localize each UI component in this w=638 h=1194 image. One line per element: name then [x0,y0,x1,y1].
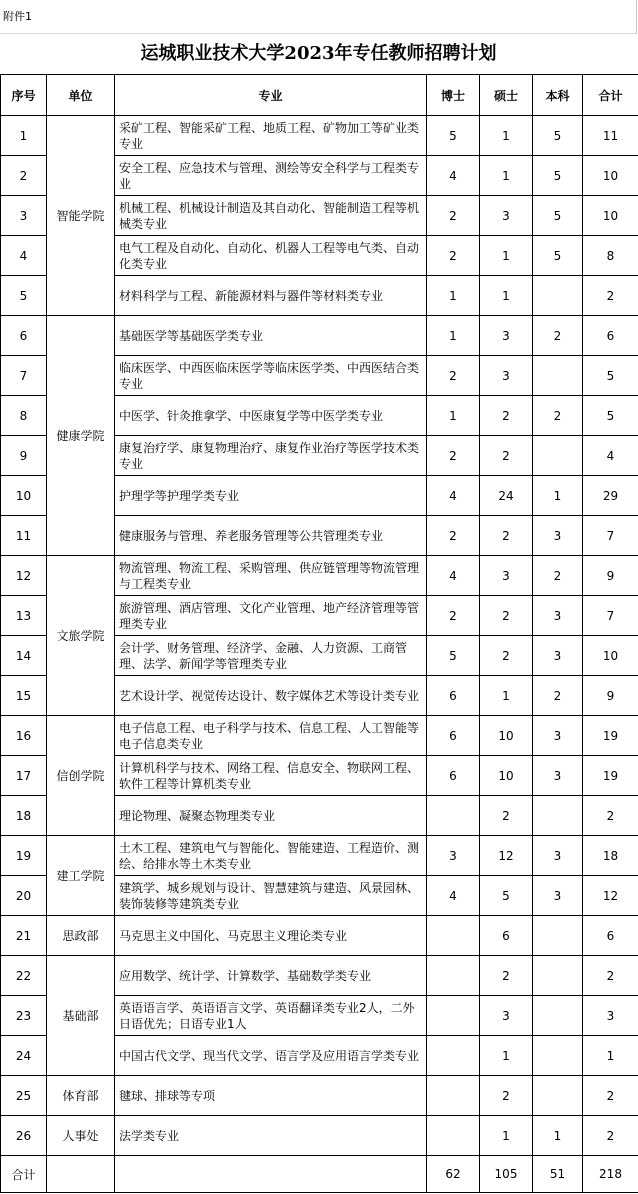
master-count: 1 [480,676,533,716]
phd-count: 6 [427,676,480,716]
major-cell: 毽球、排球等专项 [115,1076,427,1116]
bachelor-count: 1 [533,1116,583,1156]
phd-count: 4 [427,556,480,596]
bachelor-count: 2 [533,396,583,436]
total-count: 9 [583,556,638,596]
total-count: 6 [583,916,638,956]
total-count: 10 [583,636,638,676]
major-cell: 中国古代文学、现当代文学、语言学及应用语言学类专业 [115,1036,427,1076]
header-major: 专业 [115,75,427,116]
major-cell: 临床医学、中西医临床医学等临床医学类、中西医结合类专业 [115,356,427,396]
master-count: 12 [480,836,533,876]
major-cell: 机械工程、机械设计制造及其自动化、智能制造工程等机械类专业 [115,196,427,236]
row-number: 23 [1,996,47,1036]
phd-count: 5 [427,116,480,156]
total-count: 5 [583,396,638,436]
unit-name: 文旅学院 [47,556,115,716]
master-count: 1 [480,116,533,156]
master-count: 3 [480,316,533,356]
total-count: 9 [583,676,638,716]
major-cell: 土木工程、建筑电气与智能化、智能建造、工程造价、测绘、给排水等土木类专业 [115,836,427,876]
major-cell: 马克思主义中国化、马克思主义理论类专业 [115,916,427,956]
major-cell: 艺术设计学、视觉传达设计、数字媒体艺术等设计类专业 [115,676,427,716]
phd-count: 1 [427,396,480,436]
bachelor-count: 3 [533,756,583,796]
total-count: 12 [583,876,638,916]
total-count: 8 [583,236,638,276]
total-count: 10 [583,156,638,196]
row-number: 14 [1,636,47,676]
major-cell: 电子信息工程、电子科学与技术、信息工程、人工智能等电子信息类专业 [115,716,427,756]
header-no: 序号 [1,75,47,116]
major-cell: 康复治疗学、康复物理治疗、康复作业治疗等医学技术类专业 [115,436,427,476]
major-cell: 英语语言学、英语语言文学、英语翻译类专业2人，二外日语优先；日语专业1人 [115,996,427,1036]
table-row [1,556,638,596]
header-total: 合计 [583,75,638,116]
major-cell: 护理学等护理学类专业 [115,476,427,516]
total-count: 6 [583,316,638,356]
phd-count: 4 [427,156,480,196]
master-count: 2 [480,396,533,436]
phd-count [427,996,480,1036]
table-row [1,956,638,996]
row-number: 24 [1,1036,47,1076]
major-cell: 安全工程、应急技术与管理、测绘等安全科学与工程类专业 [115,156,427,196]
phd-count [427,1036,480,1076]
master-count: 2 [480,516,533,556]
total-count: 2 [583,1076,638,1116]
totals-master: 105 [480,1156,533,1193]
unit-name: 健康学院 [47,316,115,556]
unit-name: 思政部 [47,916,115,956]
bachelor-count: 2 [533,556,583,596]
row-number: 22 [1,956,47,996]
total-count: 2 [583,276,638,316]
master-count: 3 [480,356,533,396]
phd-count: 1 [427,276,480,316]
row-number: 15 [1,676,47,716]
master-count: 1 [480,156,533,196]
total-count: 7 [583,596,638,636]
table-row [1,1076,638,1116]
phd-count: 2 [427,196,480,236]
master-count: 3 [480,996,533,1036]
totals-unit-cell [47,1156,115,1193]
totals-row [1,1156,638,1193]
table-row [1,116,638,156]
total-count: 1 [583,1036,638,1076]
phd-count [427,1116,480,1156]
bachelor-count [533,796,583,836]
attachment-label: 附件1 [0,0,637,34]
bachelor-count [533,436,583,476]
row-number: 10 [1,476,47,516]
table-row [1,916,638,956]
bachelor-count: 3 [533,836,583,876]
unit-name: 人事处 [47,1116,115,1156]
phd-count: 6 [427,756,480,796]
total-count: 2 [583,956,638,996]
master-count: 2 [480,436,533,476]
phd-count: 2 [427,356,480,396]
totals-phd: 62 [427,1156,480,1193]
total-count: 7 [583,516,638,556]
bachelor-count: 2 [533,316,583,356]
bachelor-count [533,276,583,316]
major-cell: 法学类专业 [115,1116,427,1156]
total-count: 11 [583,116,638,156]
major-cell: 应用数学、统计学、计算数学、基础数学类专业 [115,956,427,996]
unit-name: 智能学院 [47,116,115,316]
row-number: 12 [1,556,47,596]
totals-bachelor: 51 [533,1156,583,1193]
row-number: 9 [1,436,47,476]
bachelor-count [533,1036,583,1076]
total-count: 3 [583,996,638,1036]
unit-name: 体育部 [47,1076,115,1116]
total-count: 2 [583,796,638,836]
row-number: 11 [1,516,47,556]
row-number: 18 [1,796,47,836]
master-count: 2 [480,1076,533,1116]
bachelor-count [533,1076,583,1116]
major-cell: 建筑学、城乡规划与设计、智慧建筑与建造、风景园林、装饰装修等建筑类专业 [115,876,427,916]
major-cell: 电气工程及自动化、自动化、机器人工程等电气类、自动化类专业 [115,236,427,276]
table-row [1,716,638,756]
row-number: 6 [1,316,47,356]
row-number: 21 [1,916,47,956]
unit-name: 信创学院 [47,716,115,836]
table-row [1,316,638,356]
phd-count [427,916,480,956]
phd-count: 3 [427,836,480,876]
master-count: 2 [480,636,533,676]
master-count: 3 [480,556,533,596]
total-count: 19 [583,716,638,756]
major-cell: 旅游管理、酒店管理、文化产业管理、地产经济管理等管理类专业 [115,596,427,636]
total-count: 29 [583,476,638,516]
row-number: 25 [1,1076,47,1116]
master-count: 1 [480,1116,533,1156]
bachelor-count: 1 [533,476,583,516]
table-body [1,116,638,1156]
header-phd: 博士 [427,75,480,116]
unit-name: 基础部 [47,956,115,1076]
row-number: 7 [1,356,47,396]
bachelor-count: 5 [533,196,583,236]
bachelor-count: 3 [533,716,583,756]
bachelor-count: 5 [533,156,583,196]
phd-count: 4 [427,876,480,916]
row-number: 3 [1,196,47,236]
master-count: 10 [480,756,533,796]
row-number: 8 [1,396,47,436]
totals-major-cell [115,1156,427,1193]
phd-count: 2 [427,436,480,476]
bachelor-count [533,956,583,996]
major-cell: 基础医学等基础医学类专业 [115,316,427,356]
header-row [1,75,638,116]
major-cell: 采矿工程、智能采矿工程、地质工程、矿物加工等矿业类专业 [115,116,427,156]
master-count: 1 [480,236,533,276]
total-count: 5 [583,356,638,396]
bachelor-count: 3 [533,636,583,676]
major-cell: 材料科学与工程、新能源材料与器件等材料类专业 [115,276,427,316]
total-count: 18 [583,836,638,876]
major-cell: 会计学、财务管理、经济学、金融、人力资源、工商管理、法学、新闻学等管理类专业 [115,636,427,676]
master-count: 1 [480,276,533,316]
master-count: 3 [480,196,533,236]
totals-label: 合计 [1,1156,47,1193]
master-count: 1 [480,1036,533,1076]
table-row [1,836,638,876]
master-count: 24 [480,476,533,516]
table-row [1,1116,638,1156]
phd-count [427,796,480,836]
total-count: 19 [583,756,638,796]
bachelor-count [533,996,583,1036]
bachelor-count: 5 [533,116,583,156]
phd-count: 2 [427,236,480,276]
total-count: 4 [583,436,638,476]
master-count: 6 [480,916,533,956]
master-count: 2 [480,796,533,836]
recruitment-table [0,74,638,1193]
bachelor-count [533,356,583,396]
row-number: 2 [1,156,47,196]
total-count: 10 [583,196,638,236]
master-count: 5 [480,876,533,916]
bachelor-count: 3 [533,516,583,556]
master-count: 10 [480,716,533,756]
total-count: 2 [583,1116,638,1156]
unit-name: 建工学院 [47,836,115,916]
major-cell: 健康服务与管理、养老服务管理等公共管理类专业 [115,516,427,556]
major-cell: 物流管理、物流工程、采购管理、供应链管理等物流管理与工程类专业 [115,556,427,596]
phd-count: 4 [427,476,480,516]
row-number: 16 [1,716,47,756]
phd-count: 6 [427,716,480,756]
bachelor-count: 3 [533,596,583,636]
phd-count [427,956,480,996]
phd-count: 1 [427,316,480,356]
bachelor-count [533,916,583,956]
bachelor-count: 5 [533,236,583,276]
row-number: 13 [1,596,47,636]
phd-count: 5 [427,636,480,676]
bachelor-count: 2 [533,676,583,716]
bachelor-count: 3 [533,876,583,916]
header-unit: 单位 [47,75,115,116]
major-cell: 理论物理、凝聚态物理类专业 [115,796,427,836]
phd-count: 2 [427,516,480,556]
row-number: 5 [1,276,47,316]
row-number: 4 [1,236,47,276]
phd-count [427,1076,480,1116]
page-title: 运城职业技术大学2023年专任教师招聘计划 [140,43,497,64]
master-count: 2 [480,596,533,636]
header-master: 硕士 [480,75,533,116]
major-cell: 中医学、针灸推拿学、中医康复学等中医学类专业 [115,396,427,436]
totals-total: 218 [583,1156,638,1193]
row-number: 19 [1,836,47,876]
row-number: 17 [1,756,47,796]
row-number: 20 [1,876,47,916]
phd-count: 2 [427,596,480,636]
header-bachelor: 本科 [533,75,583,116]
row-number: 1 [1,116,47,156]
major-cell: 计算机科学与技术、网络工程、信息安全、物联网工程、软件工程等计算机类专业 [115,756,427,796]
master-count: 2 [480,956,533,996]
row-number: 26 [1,1116,47,1156]
